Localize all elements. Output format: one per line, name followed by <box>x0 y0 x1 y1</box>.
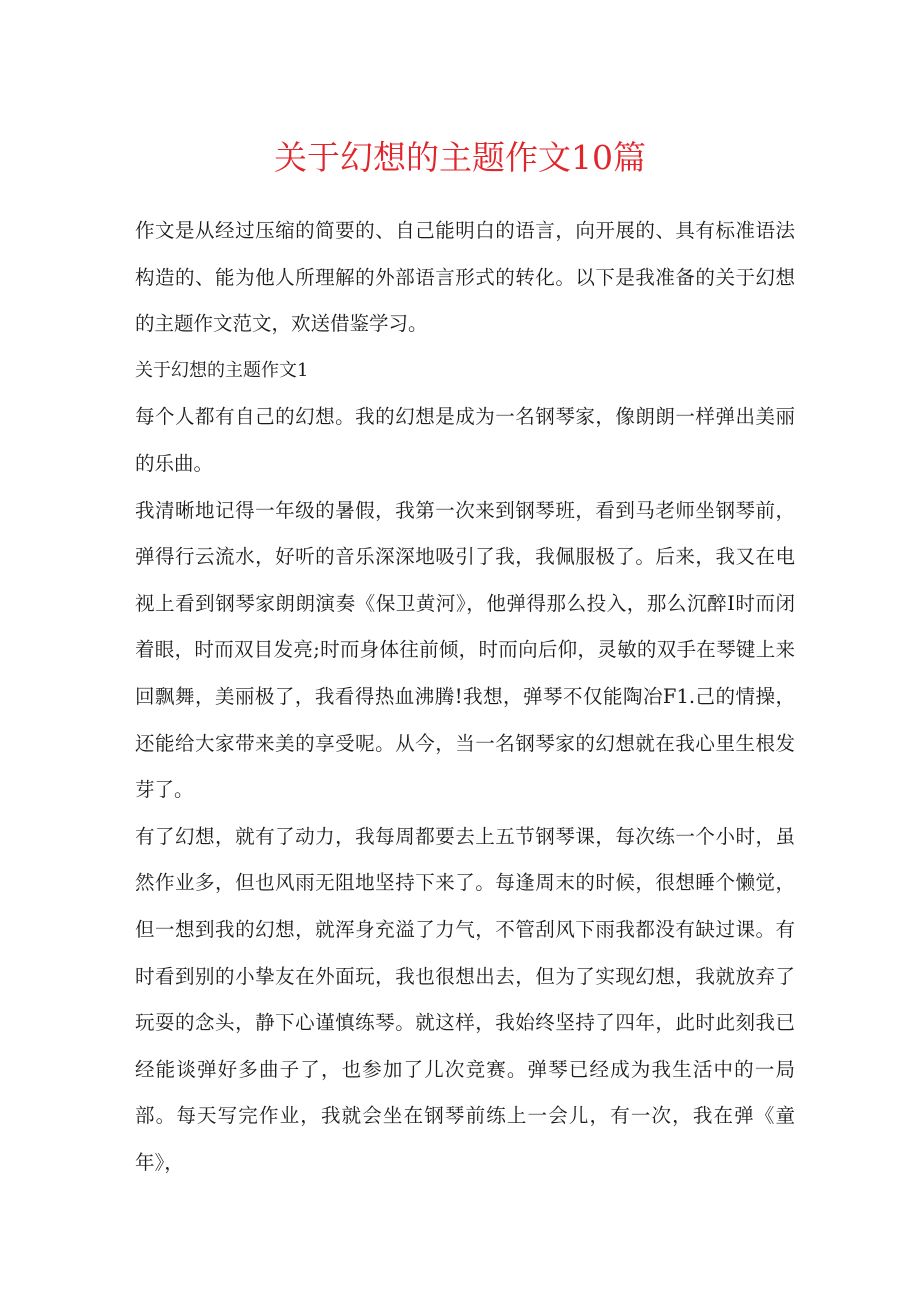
section-heading: 关于幻想的主题作文1 <box>135 359 309 381</box>
intro-paragraph: 作文是从经过压缩的简要的、自己能明白的语言，向开展的、具有标准语法构造的、能为他人所理解的外部语言形式的转化。以下是我准备的关于幻想的主题作文范文，欢送借鉴学习。 <box>135 219 795 336</box>
document-title: 关于幻想的主题作文10篇 <box>274 138 646 177</box>
document-body <box>135 208 795 1186</box>
body-paragraph: 每个人都有自己的幻想。我的幻想是成为一名钢琴家，像朗朗一样弹出美丽的乐曲。 <box>135 405 795 475</box>
body-paragraph: 我清晰地记得一年级的暑假，我第一次来到钢琴班，看到马老师坐钢琴前，弹得行云流水，好听的音乐深深地吸引了我，我佩服极了。后来，我又在电视上看到钢琴家朗朗演奏《保卫黄河》，他弹得那么投入，那么沉醉I时而闭着眼，时而双目发亮;时而身体往前倾，时而向后仰，灵敏的双手在琴键上来回飘舞，美丽极了，我看得热血沸腾!我想，弹琴不仅能陶冶F1.己的情操，还能给大家带来美的享受呢。从今，当一名钢琴家的幻想就在我心里生根发芽了。 <box>135 498 795 802</box>
body-paragraph: 有了幻想，就有了动力，我每周都要去上五节钢琴课，每次练一个小时，虽然作业多，但也风雨无阻地坚持下来了。每逢周末的时候，很想睡个懒觉，但一想到我的幻想，就浑身充溢了力气，不管刮风下雨我都没有缺过课。有时看到别的小挚友在外面玩，我也很想出去，但为了实现幻想，我就放弃了玩耍的念头，静下心谨慎练琴。就这样，我始终坚持了四年，此时此刻我已经能谈弹好多曲子了，也参加了儿次竞赛。弹琴已经成为我生活中的一局部。每天写完作业，我就会坐在钢琴前练上一会儿，有一次，我在弹《童年》， <box>135 824 795 1174</box>
